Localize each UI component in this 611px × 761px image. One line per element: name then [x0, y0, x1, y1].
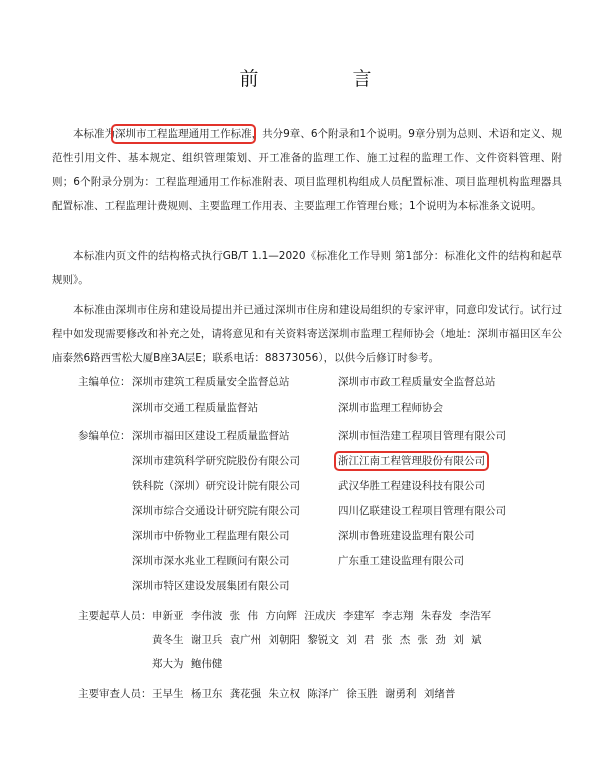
drafters-line: 黄冬生 谢卫兵 袁广州 刘朝阳 黎锐文 刘 君 张 杰 张 劲 刘 斌 — [152, 634, 482, 646]
drafters-line: 郑大为 鲍伟健 — [152, 658, 223, 670]
highlighted-unit-name: 浙江江南工程管理股份有限公司 — [338, 455, 485, 467]
page-title: 前 言 — [239, 68, 416, 90]
participant-unit: 深圳市鲁班建设监理有限公司 — [338, 530, 475, 542]
participant-unit: 深圳市中侨物业工程监理有限公司 — [132, 530, 290, 542]
participant-unit: 广东重工建设监理有限公司 — [338, 555, 464, 567]
chief-units-label: 主编单位： — [78, 376, 131, 388]
participant-unit: 深圳市特区建设发展集团有限公司 — [132, 580, 290, 592]
drafters-label: 主要起草人员： — [78, 610, 152, 622]
intro-prefix: 本标准为 — [73, 128, 116, 140]
drafters-line: 申新亚 李伟波 张 伟 方向辉 汪成庆 李建军 李志翔 朱春发 李浩军 — [152, 610, 492, 622]
intro-paragraph — [52, 122, 562, 218]
chief-unit: 深圳市市政工程质量安全监督总站 — [338, 376, 496, 388]
chief-unit: 深圳市建筑工程质量安全监督总站 — [132, 376, 290, 388]
participant-unit: 武汉华胜工程建设科技有限公司 — [338, 480, 485, 492]
participant-unit: 深圳市建筑科学研究院股份有限公司 — [132, 455, 300, 467]
participant-unit-highlighted — [338, 453, 485, 468]
reviewers-label: 主要审查人员： — [78, 688, 152, 700]
chief-unit: 深圳市交通工程质量监督站 — [132, 402, 258, 414]
participant-unit: 铁科院（深圳）研究设计院有限公司 — [132, 480, 300, 492]
chief-unit: 深圳市监理工程师协会 — [338, 402, 443, 414]
structure-paragraph: 本标准内页文件的结构格式执行GB/T 1.1—2020《标准化工作导则 第1部分：标准化文件的结构和起草规则》。 — [52, 250, 562, 286]
intro-body: ，共分9章、6个附录和1个说明。9章分别为总则、术语和定义、规范性引用文件、基本规定、组织管理策划、开工准备的监理工作、施工过程的监理工作、文件资料管理、附则；6个附录分别为：工程监理通用工作标准附表、项目监理机构组成人员配置标准、项目监理机构监理器具配置标准、工程监理计费规则、主要监理工作用表、主要监理工作管理台账；1个说明为本标准条文说明。 — [52, 128, 562, 212]
participant-unit: 深圳市深水兆业工程顾问有限公司 — [132, 555, 290, 567]
participant-unit: 深圳市福田区建设工程质量监督站 — [132, 430, 290, 442]
participant-unit: 四川亿联建设工程项目管理有限公司 — [338, 505, 506, 517]
approval-paragraph: 本标准由深圳市住房和建设局提出并已通过深圳市住房和建设局组织的专家评审，同意印发试行。试行过程中如发现需要修改和补充之处，请将意见和有关资料寄送深圳市监理工程师协会（地址：深圳市福田区车公庙泰然6路西雪松大厦B座3A层E；联系电话：88373056），以供今后修订时参考。 — [52, 304, 562, 364]
reviewers-line: 王早生 杨卫东 龚花强 朱立权 陈泽广 徐玉胜 谢勇利 刘绪普 — [152, 688, 456, 700]
participant-unit: 深圳市综合交通设计研究院有限公司 — [132, 505, 300, 517]
participant-unit: 深圳市恒浩建工程项目管理有限公司 — [338, 430, 506, 442]
highlighted-standard-name: 深圳市工程监理通用工作标准 — [115, 128, 252, 140]
participant-units-label: 参编单位： — [78, 430, 131, 442]
